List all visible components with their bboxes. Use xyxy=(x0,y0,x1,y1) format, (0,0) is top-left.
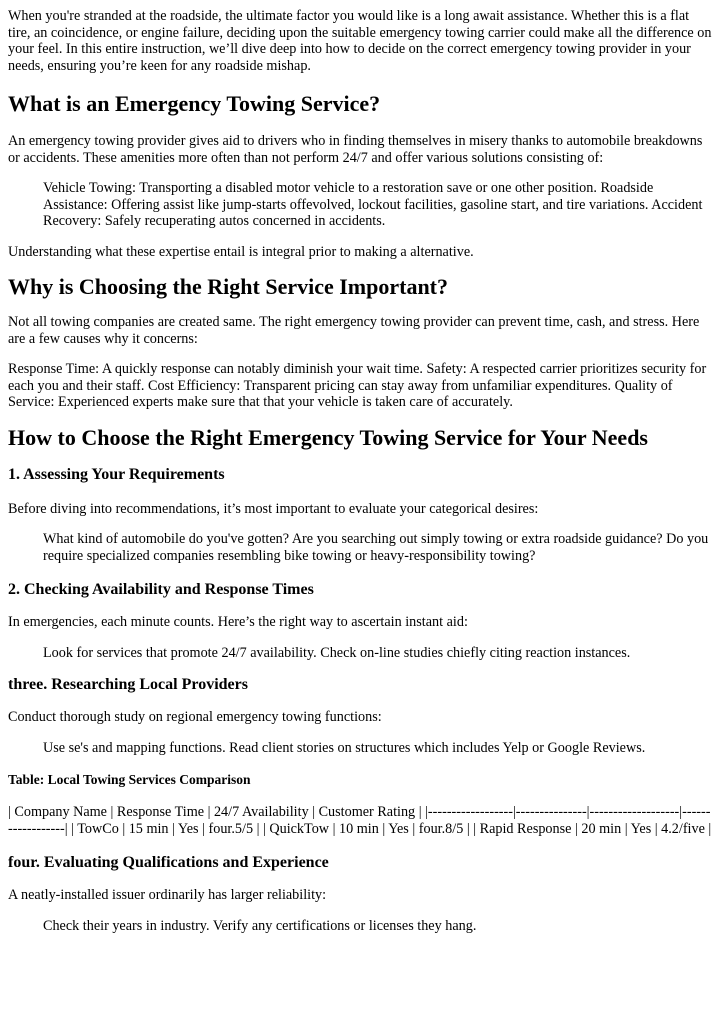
blockquote-requirements: What kind of automobile do you've gotten? Are you searching out simply towing or extra roadside guidance? Do you require specialized companies resembling bike towing or heavy-responsibility towing? xyxy=(43,531,709,564)
blockquote-availability: Look for services that promote 24/7 availability. Check on-line studies chiefly citing reaction instances. xyxy=(43,644,631,661)
section-heading-how-to-choose: How to Choose the Right Emergency Towing Service for Your Needs xyxy=(8,424,648,450)
blockquote-research: Use se's and mapping functions. Read client stories on structures which includes Yelp or Google Reviews. xyxy=(43,739,646,756)
section-paragraph: In emergencies, each minute counts. Here’s the right way to ascertain instant aid: xyxy=(8,614,468,630)
section-paragraph-after: Understanding what these expertise entail is integral prior to making a alternative. xyxy=(8,243,474,260)
subheading-availability: 2. Checking Availability and Response Times xyxy=(8,581,314,598)
section-paragraph: A neatly-installed issuer ordinarily has larger reliability: xyxy=(8,887,327,903)
intro-paragraph: When you're stranded at the roadside, the ultimate factor you would like is a long await assistance. Whether this is a flat tire, an coincidence, or engine failure, deciding upon the suitable emergency towing carrier could make all the difference on your feel. In this entire instruction, we’ll dive deep into how to decide on the correct emergency towing provider in your needs, ensuring you’re keen for any roadside mishap. xyxy=(8,8,712,74)
section-paragraph: Before diving into recommendations, it’s most important to evaluate your categorical desires: xyxy=(8,500,539,517)
section-paragraph: Not all towing companies are created same. The right emergency towing provider can prevent time, cash, and stress. Here are a few causes why it concerns: xyxy=(8,314,700,347)
comparison-table-text: | Company Name | Response Time | 24/7 Availability | Customer Rating | |------------------|---------------|-------------------|------------------| | TowCo | 15 min | Yes | four.5/5 | | QuickTow | 10 min | Yes | four.8/5 | | Rapid Response | 20 min | Yes | 4.2/five | xyxy=(8,804,712,837)
section-heading-why-choose: Why is Choosing the Right Service Important? xyxy=(8,274,449,299)
blockquote-services: Vehicle Towing: Transporting a disabled motor vehicle to a restoration save or one other position. Roadside Assistance: Offering assist like jump-starts offevolved, lockout facilities, gasoline start, and tire variations. Accident Recovery: Safely recuperating autos concerned in accidents. xyxy=(43,180,703,229)
section-paragraph-reasons: Response Time: A quickly response can notably diminish your wait time. Safety: A respected carrier prioritizes security for each you and their staff. Cost Efficiency: Transparent pricing can stay away from unfamiliar expenditures. Quality of Service: Experienced experts make sure that that your vehicle is taken care of accurately. xyxy=(8,361,707,410)
section-heading-what-is: What is an Emergency Towing Service? xyxy=(8,91,381,116)
subheading-qualifications: four. Evaluating Qualifications and Experience xyxy=(8,854,329,871)
subheading-local-providers: three. Researching Local Providers xyxy=(8,676,248,693)
section-paragraph: An emergency towing provider gives aid to drivers who in finding themselves in misery thanks to automobile breakdowns or accidents. These amenities more often than not perform 24/7 and offer various solutions consisting of: xyxy=(8,133,703,166)
blockquote-qualifications: Check their years in industry. Verify any certifications or licenses they hang. xyxy=(43,917,477,934)
table-heading: Table: Local Towing Services Comparison xyxy=(8,772,251,787)
subheading-assessing: 1. Assessing Your Requirements xyxy=(8,465,225,483)
section-paragraph: Conduct thorough study on regional emergency towing functions: xyxy=(8,709,382,725)
